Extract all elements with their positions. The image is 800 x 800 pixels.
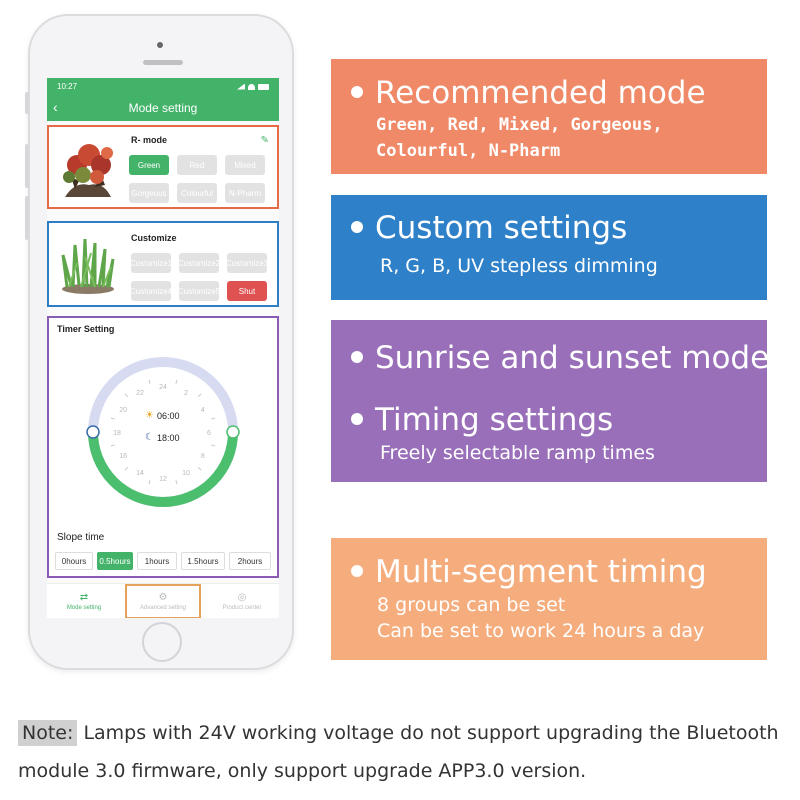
home-button[interactable] <box>142 622 182 662</box>
dial-number: 16 <box>119 453 128 460</box>
panel-line: Green, Red, Mixed, Gorgeous, <box>376 115 663 135</box>
chip-customize4[interactable]: Customize4 <box>131 281 171 301</box>
dial-number: 10 <box>182 469 190 477</box>
sunset-time-row <box>145 432 180 443</box>
red-plant-image <box>55 137 121 199</box>
panel-sunrise-timing <box>331 320 770 482</box>
sunset-handle[interactable] <box>87 426 99 438</box>
nav-label: Mode setting <box>66 605 102 611</box>
panel-custom-settings <box>331 195 767 300</box>
dial-number: 2 <box>184 390 188 398</box>
panel-heading: Sunrise and sunset mode <box>351 340 769 376</box>
slope-1hours[interactable]: 1hours <box>137 552 177 570</box>
slope-1-5hours[interactable]: 1.5hours <box>181 552 225 570</box>
chip-shut[interactable]: Shut <box>227 281 267 301</box>
dial-number: 22 <box>136 390 144 398</box>
bullet-dot <box>351 86 363 98</box>
panel-heading: Recommended mode <box>351 75 706 111</box>
panel-line: 8 groups can be set <box>377 594 566 616</box>
firmware-note <box>18 714 788 790</box>
dial-number: 18 <box>113 430 121 437</box>
chip-mixed[interactable]: Mixed <box>225 155 265 175</box>
front-camera <box>157 42 163 48</box>
bullet-dot <box>351 565 363 577</box>
sunrise-time-row <box>145 410 180 421</box>
panel-heading-2: Timing settings <box>351 402 613 438</box>
sunset-time: 18:00 <box>156 432 180 443</box>
bullet-dot <box>351 413 363 425</box>
dial-number: 12 <box>159 476 167 483</box>
chip-customize2[interactable]: Customize2 <box>179 253 219 273</box>
r-mode-card <box>47 125 279 209</box>
slope-0-5hours[interactable]: 0.5hours <box>97 552 133 570</box>
panel-multi-segment <box>331 538 767 660</box>
back-arrow-icon[interactable]: ‹ <box>53 99 58 115</box>
phone-speaker <box>143 60 183 65</box>
dial-number: 24 <box>159 384 167 391</box>
chip-gorgeous[interactable]: Gorgeous <box>129 183 169 203</box>
chip-red[interactable]: Red <box>177 155 217 175</box>
moon-icon: ☾ <box>145 432 154 443</box>
panel-heading: Multi-segment timing <box>351 554 707 590</box>
signal-icon <box>237 84 245 90</box>
panel-line: Can be set to work 24 hours a day <box>377 620 705 642</box>
nav-label: Advanced setting <box>139 605 187 611</box>
page-title: Mode setting <box>128 101 198 115</box>
app-screen <box>47 78 279 618</box>
volume-up-button <box>25 144 29 188</box>
sunrise-handle[interactable] <box>227 426 239 438</box>
note-label: Note: <box>18 720 77 746</box>
wifi-icon <box>248 84 255 90</box>
dial-number: 4 <box>200 407 205 414</box>
panel-line: Colourful, N-Pharm <box>376 141 561 161</box>
nav-mode-setting[interactable] <box>47 584 121 618</box>
chip-customize5[interactable]: Customize5 <box>179 281 219 301</box>
customize-title: Customize <box>131 233 177 243</box>
timer-card <box>47 316 279 578</box>
customize-card <box>47 221 279 307</box>
battery-icon <box>258 84 269 90</box>
slope-2hours[interactable]: 2hours <box>229 552 271 570</box>
mute-switch <box>25 92 29 114</box>
sun-icon: ☀ <box>145 410 154 421</box>
nav-product-center[interactable] <box>205 584 279 618</box>
slope-0hours[interactable]: 0hours <box>55 552 93 570</box>
status-icons <box>237 84 269 90</box>
nav-label: Product center <box>222 605 262 611</box>
volume-down-button <box>25 196 29 240</box>
dial-number: 20 <box>119 407 128 414</box>
panel-heading: Custom settings <box>351 210 627 246</box>
phone-mockup <box>28 14 294 670</box>
panel-line: Freely selectable ramp times <box>380 442 655 464</box>
bullet-dot <box>351 351 363 363</box>
panel-line: R, G, B, UV stepless dimming <box>380 255 658 277</box>
dial-number: 14 <box>136 469 144 477</box>
chip-green[interactable]: Green <box>129 155 169 175</box>
bullet-dot <box>351 221 363 233</box>
panel-recommended-mode <box>331 59 767 174</box>
green-plant-image <box>55 233 121 295</box>
chip-n-pharm[interactable]: N-Pharm <box>225 183 265 203</box>
nav-advanced-setting[interactable] <box>125 584 201 618</box>
bottom-nav <box>47 583 279 618</box>
sunrise-time: 06:00 <box>156 410 180 421</box>
edit-icon[interactable]: ✎ <box>260 135 269 146</box>
timer-title: Timer Setting <box>57 324 115 334</box>
slope-time-title: Slope time <box>57 532 105 543</box>
dial-number: 6 <box>207 430 211 437</box>
dial-number: 8 <box>200 453 205 460</box>
chip-colourful[interactable]: Colourful <box>177 183 217 203</box>
gear-icon: ⚙ <box>158 592 168 603</box>
note-text: Lamps with 24V working voltage do not support upgrading the Bluetooth module 3.0 firmware, only support upgrade APP3.0 version. <box>18 722 779 782</box>
app-title-bar <box>47 95 279 121</box>
status-time: 10:27 <box>57 82 78 91</box>
status-bar <box>47 78 279 95</box>
chip-customize1[interactable]: Customize1 <box>131 253 171 273</box>
r-mode-title: R- mode <box>131 135 167 145</box>
chip-customize3[interactable]: Customize3 <box>227 253 267 273</box>
product-icon: ◎ <box>237 592 247 603</box>
sliders-icon: ⇄ <box>79 592 89 603</box>
